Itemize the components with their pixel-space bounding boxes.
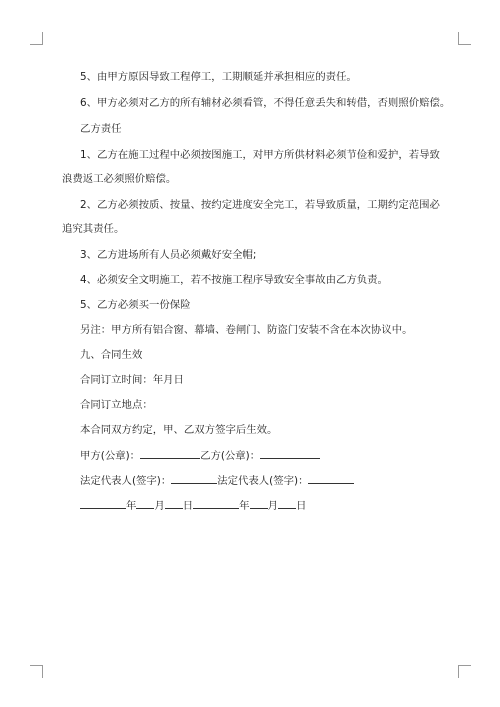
date-a-year-label: 年 bbox=[126, 500, 137, 512]
clause-b1-continuation: 浪费返工必须照价赔偿。 bbox=[62, 173, 177, 185]
date-a-month-label: 月 bbox=[154, 500, 165, 512]
signature-seal-row bbox=[80, 448, 320, 463]
crop-mark-bottom-left bbox=[30, 665, 43, 678]
party-b-rep-label: 法定代表人(签字)： bbox=[217, 475, 309, 487]
contract-date-line: 合同订立时间：年月日 bbox=[80, 374, 184, 386]
crop-mark-top-left bbox=[30, 32, 43, 45]
party-b-rep-blank bbox=[308, 473, 354, 484]
date-b-day-label: 日 bbox=[295, 500, 307, 512]
date-a-day-label: 日 bbox=[182, 500, 194, 512]
clause-b5: 5、乙方必须买一份保险 bbox=[80, 299, 191, 311]
signature-rep-row bbox=[80, 473, 354, 488]
crop-mark-bottom-right bbox=[458, 665, 471, 678]
clause-b2-continuation: 追究其责任。 bbox=[62, 223, 125, 235]
clause-b4: 4、必须安全文明施工，若不按施工程序导致安全事故由乙方负责。 bbox=[80, 274, 388, 286]
section-heading-party-b: 乙方责任 bbox=[80, 123, 122, 135]
date-a-year-blank bbox=[80, 498, 126, 509]
clause-a5: 5、由甲方原因导致工程停工，工期顺延并承担相应的责任。 bbox=[80, 71, 357, 83]
party-b-seal-blank bbox=[260, 448, 320, 459]
effectiveness-statement: 本合同双方约定，甲、乙双方签字后生效。 bbox=[80, 424, 278, 436]
crop-mark-top-right bbox=[458, 32, 471, 45]
party-a-seal-label: 甲方(公章)： bbox=[80, 450, 141, 462]
date-a-month-blank bbox=[136, 498, 154, 509]
clause-b3: 3、乙方进场所有人员必须戴好安全帽; bbox=[80, 249, 257, 261]
party-a-seal-blank bbox=[140, 448, 200, 459]
date-b-year-blank bbox=[193, 498, 239, 509]
date-b-day-blank bbox=[278, 498, 296, 509]
date-a-day-blank bbox=[165, 498, 183, 509]
date-b-year-label: 年 bbox=[239, 500, 250, 512]
note-paragraph: 另注：甲方所有铝合窗、幕墙、卷闸门、防盗门安装不含在本次协议中。 bbox=[80, 324, 413, 336]
date-b-month-label: 月 bbox=[267, 500, 278, 512]
party-a-rep-label: 法定代表人(签字)： bbox=[80, 475, 172, 487]
party-b-seal-label: 乙方(公章)： bbox=[200, 450, 261, 462]
party-a-rep-blank bbox=[171, 473, 217, 484]
date-b-month-blank bbox=[250, 498, 268, 509]
contract-place-line: 合同订立地点： bbox=[80, 399, 153, 411]
section-heading-effectiveness: 九、合同生效 bbox=[80, 349, 143, 361]
signature-date-row bbox=[80, 498, 306, 513]
clause-a6: 6、甲方必须对乙方的所有辅材必须看管，不得任意丢失和转借，否则照价赔偿。 bbox=[80, 97, 451, 109]
clause-b1: 1、乙方在施工过程中必须按图施工，对甲方所供材料必须节俭和爱护，若导致 bbox=[80, 149, 440, 161]
clause-b2: 2、乙方必须按质、按量、按约定进度安全完工，若导致质量，工期约定范围必 bbox=[80, 199, 440, 211]
